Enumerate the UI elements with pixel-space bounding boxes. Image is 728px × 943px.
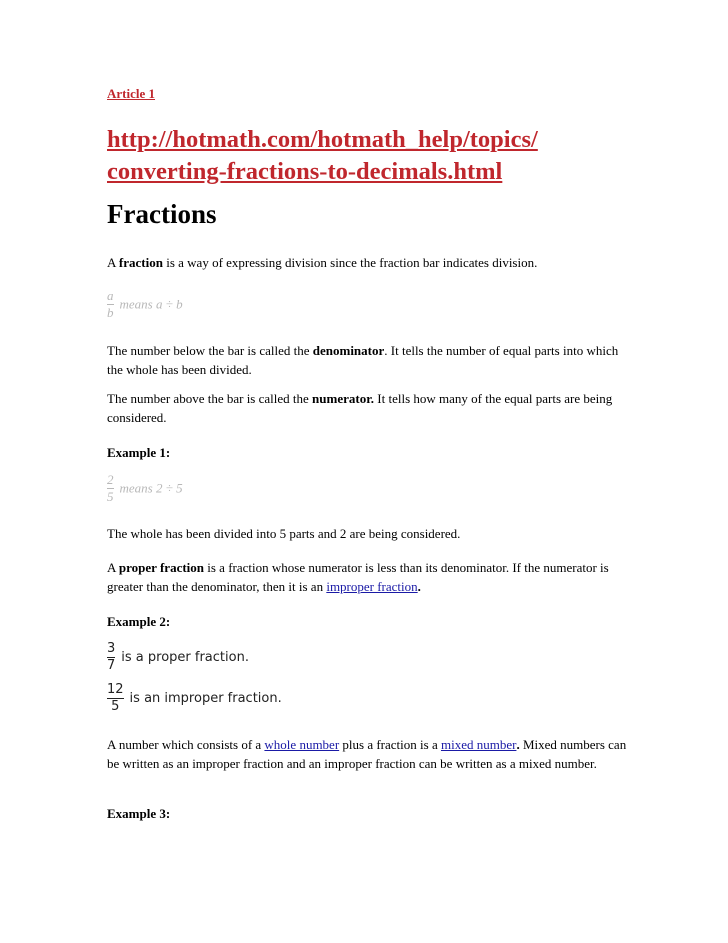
whole-divided-paragraph: The whole has been divided into 5 parts and 2 are being considered. bbox=[107, 526, 461, 541]
equation-text: is an improper fraction. bbox=[129, 691, 282, 706]
numerator: a bbox=[107, 288, 114, 303]
text: A bbox=[107, 560, 119, 575]
text: The number below the bar is called the bbox=[107, 343, 313, 358]
fraction bbox=[107, 682, 124, 715]
proper-fraction-paragraph bbox=[107, 558, 627, 596]
bold-term: fraction bbox=[118, 255, 163, 270]
example-3-label: Example 3: bbox=[107, 806, 171, 821]
fraction bbox=[107, 641, 115, 674]
article-label[interactable]: Article 1 bbox=[107, 86, 156, 101]
denominator: 7 bbox=[107, 658, 116, 673]
example-1-label: Example 1: bbox=[107, 445, 171, 460]
source-url-line-1[interactable]: http://hotmath.com/hotmath_help/topics/ bbox=[107, 126, 538, 153]
text: is a way of expressing division since the fraction bar indicates division. bbox=[162, 255, 538, 270]
numerator: 12 bbox=[107, 682, 124, 697]
text: . bbox=[516, 737, 520, 752]
mixed-number-paragraph bbox=[107, 735, 627, 773]
denominator-paragraph bbox=[107, 341, 627, 379]
whole-number-link[interactable]: whole number bbox=[264, 737, 340, 752]
bold-term: denominator bbox=[312, 343, 385, 358]
denominator: 5 bbox=[107, 489, 114, 504]
fraction-definition bbox=[107, 253, 627, 272]
text: A bbox=[107, 255, 119, 270]
equation-text: is a proper fraction. bbox=[121, 650, 249, 665]
bold-term: proper fraction bbox=[118, 560, 205, 575]
equation-text: means a ÷ b bbox=[119, 296, 183, 312]
source-url-line-2[interactable]: converting-fractions-to-decimals.html bbox=[107, 158, 503, 185]
text: Mixed numbers can be written as an improper fraction and an improper fraction can be written as a mixed number. bbox=[107, 737, 627, 771]
denominator: 5 bbox=[107, 698, 124, 715]
denominator: b bbox=[107, 305, 114, 320]
equation-image-1 bbox=[107, 288, 183, 321]
fraction bbox=[107, 288, 114, 321]
page-title: Fractions bbox=[107, 199, 217, 229]
numerator-paragraph bbox=[107, 389, 627, 427]
example-2-label: Example 2: bbox=[107, 614, 171, 629]
numerator: 2 bbox=[107, 472, 114, 487]
text: is a fraction whose numerator is less than its denominator. If the numerator is greater than the denominator, then it is an bbox=[107, 560, 609, 594]
text: A number which consists of a bbox=[107, 737, 265, 752]
text: . bbox=[417, 579, 421, 594]
equation-image-2 bbox=[107, 472, 183, 505]
mixed-number-link[interactable]: mixed number bbox=[440, 737, 517, 752]
fraction bbox=[107, 472, 114, 505]
example-2-improper bbox=[107, 682, 282, 715]
equation-text: means 2 ÷ 5 bbox=[119, 480, 183, 496]
text: The number above the bar is called the bbox=[107, 391, 313, 406]
example-2-proper bbox=[107, 641, 249, 674]
bold-term: numerator. bbox=[312, 391, 375, 406]
text: . It tells the number of equal parts into which the whole has been divided. bbox=[107, 343, 619, 377]
text: It tells how many of the equal parts are being considered. bbox=[107, 391, 613, 425]
source-url-link[interactable] bbox=[107, 124, 647, 188]
numerator: 3 bbox=[107, 641, 116, 656]
improper-fraction-link[interactable]: improper fraction bbox=[326, 579, 418, 594]
text: plus a fraction is a bbox=[339, 737, 441, 752]
